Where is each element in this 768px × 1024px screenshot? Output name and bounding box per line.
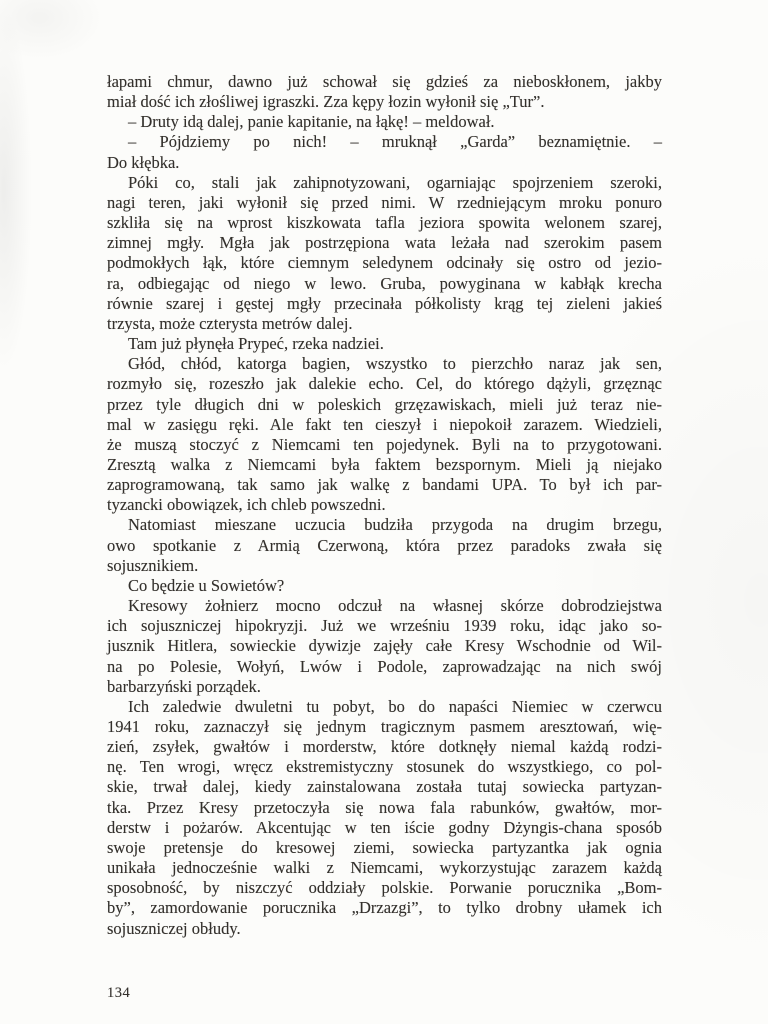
text-line: – Druty idą dalej, panie kapitanie, na łąkę! – meldował. — [128, 112, 495, 132]
page-text-block — [107, 72, 662, 939]
text-line: tyzancki obowiązek, ich chleb powszedni. — [107, 495, 386, 515]
text-line: ich sojuszniczej hipokryzji. Już we wrześniu 1939 roku, idąc jako so- — [107, 616, 662, 636]
text-line: Zresztą walka z Niemcami była faktem bezspornym. Mieli ją niejako — [107, 454, 662, 474]
text-line: łapami chmur, dawno już schował się gdzieś za nieboskłonem, jakby — [107, 72, 662, 91]
text-line: przez tyle długich dni w poleskich grzęzawiskach, mieli już teraz nie- — [107, 394, 662, 414]
text-line: mal w zasięgu ręki. Ale fakt ten cieszył i niepokoił zarazem. Wiedzieli, — [107, 414, 662, 434]
text-line: Natomiast mieszane uczucia budziła przygoda na drugim brzegu, — [128, 515, 662, 535]
text-line: 1941 roku, zaznaczył się jednym tragicznym pasmem aresztowań, wię- — [107, 717, 662, 736]
paragraph — [107, 596, 662, 697]
text-line: derstw i pożarów. Akcentując w ten iście godny Dżyngis-chana sposób — [107, 817, 662, 837]
text-line: – Pójdziemy po nich! – mruknął „Garda” beznamiętnie. – — [128, 132, 662, 152]
paragraph — [107, 173, 662, 334]
paragraph — [107, 697, 662, 939]
text-line: tka. Przez Kresy przetoczyła się nowa fala rabunków, gwałtów, mor- — [107, 797, 662, 817]
paragraph — [107, 576, 662, 596]
page-number: 134 — [107, 985, 131, 1001]
text-line: swoje pretensje do kresowej ziemi, sowiecka partyzantka jak ognia — [107, 837, 662, 857]
text-line: nę. Ten wrogi, wręcz ekstremistyczny stosunek do wszystkiego, co pol- — [107, 757, 662, 777]
text-line: Do kłębka. — [107, 152, 180, 172]
text-line: nagi teren, jaki wyłonił się przed nimi. W rzedniejącym mroku ponuro — [107, 192, 662, 212]
text-line: równie szarej i gęstej mgły przecinała półkolisty krąg tej zieleni jakieś — [107, 293, 662, 313]
text-line: sposobność, by niszczyć oddziały polskie. Porwanie porucznika „Bom- — [107, 878, 662, 898]
text-line: miał dość ich złośliwej igraszki. Zza kępy łozin wyłonił się „Tur”. — [107, 92, 545, 112]
paragraph — [107, 354, 662, 515]
paragraph — [107, 334, 662, 354]
text-line: Ich zaledwie dwuletni tu pobyt, bo do napaści Niemiec w czerwcu — [128, 696, 662, 716]
text-line: na po Polesie, Wołyń, Lwów i Podole, zaprowadzając na nich swój — [107, 656, 662, 676]
text-line: podmokłych łąk, które ciemnym seledynem odcinały się ostro od jezio- — [107, 253, 662, 273]
paragraph — [107, 112, 662, 132]
paragraph — [107, 72, 662, 112]
text-line: by”, zamordowanie porucznika „Drzazgi”, to tylko drobny ułamek ich — [107, 898, 662, 918]
text-line: Póki co, stali jak zahipnotyzowani, ogarniając spojrzeniem szeroki, — [128, 172, 662, 192]
text-line: skie, trwał dalej, kiedy zainstalowana została tutaj sowiecka partyzan- — [107, 777, 662, 797]
text-line: Głód, chłód, katorga bagien, wszystko to pierzchło naraz jak sen, — [128, 354, 662, 374]
text-line: zień, zsyłek, gwałtów i morderstw, które dotknęły niemal każdą rodzi- — [107, 737, 662, 757]
paragraph — [107, 515, 662, 575]
text-line: szkliła się na wprost kiszkowata tafla jeziora spowita welonem szarej, — [107, 213, 662, 233]
paragraph — [107, 132, 662, 172]
text-line: sojusznikiem. — [107, 555, 199, 575]
text-line: rozmyło się, rozeszło jak dalekie echo. Cel, do którego dążyli, grzęznąc — [107, 374, 662, 394]
text-line: jusznik Hitlera, sowieckie dywizje zajęły całe Kresy Wschodnie od Wil- — [107, 636, 662, 656]
text-line: sojuszniczej obłudy. — [107, 918, 241, 938]
text-line: zaprogramowaną, tak samo jak walkę z bandami UPA. To był ich par- — [107, 475, 662, 495]
text-line: Co będzie u Sowietów? — [128, 575, 285, 595]
text-line: że muszą stoczyć z Niemcami ten pojedynek. Byli na to przygotowani. — [107, 434, 662, 454]
text-line: Tam już płynęła Prypeć, rzeka nadziei. — [128, 334, 384, 354]
text-line: owo spotkanie z Armią Czerwoną, która przez paradoks zwała się — [107, 535, 662, 555]
text-line: zimnej mgły. Mgła jak postrzępiona wata leżała nad szerokim pasem — [107, 233, 662, 253]
text-line: Kresowy żołnierz mocno odczuł na własnej skórze dobrodziejstwa — [128, 596, 662, 616]
text-line: barbarzyński porządek. — [107, 676, 261, 696]
text-line: ra, odbiegając od niego w lewo. Gruba, powyginana w kabłąk krecha — [107, 273, 662, 293]
text-line: unikała jednocześnie walki z Niemcami, wykorzystując zarazem każdą — [107, 858, 662, 878]
text-line: trzysta, może czterysta metrów dalej. — [107, 313, 353, 333]
